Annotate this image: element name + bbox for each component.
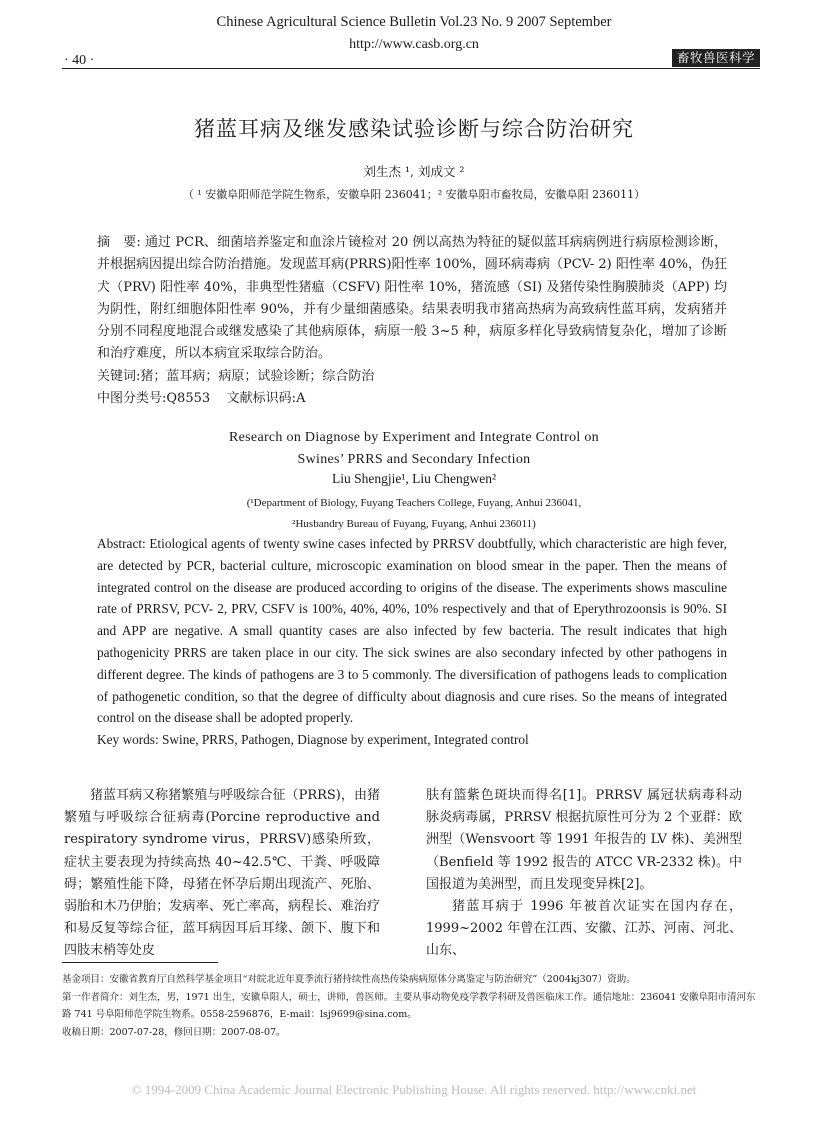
abstract-cn-text: 通过 PCR、细菌培养鉴定和血涂片镜检对 20 例以高热为特征的疑似蓝耳病病例进行病原检测诊断，并根据病因提出综合防治措施。发现蓝耳病(PRRS)阳性率 100%，圆环病毒病（PCV- 2) 阳性率 40%，伪狂犬（PRV) 阳性率 40%，非典型性猪瘟（CSFV) 阳性率 10%，猪流感（SI) 及猪传染性胸膜肺炎（APP) 均为阴性，附红细胞体阳性率 90%，并有少量细菌感染。结果表明我市猪高热病为高致病性蓝耳病，发病猪并分别不同程度地混合或继发感染了其他病原体，病原一般 3~5 种，病原多样化导致病情复杂化，增加了诊断和治疗难度，所以本病宜采取综合防治。 xyxy=(97,235,727,362)
body-paragraph: 猪蓝耳病又称猪繁殖与呼吸综合征（PRRS)，由猪繁殖与呼吸综合征病毒(Porcine reproductive and respiratory syndrome virus，PRRSV)感染所致，症状主要表现为持续高热 40~42.5℃、干粪、呼吸障碍；繁殖性能下降，母猪在怀孕后期出现流产、死胎、弱胎和木乃伊胎；发病率、死亡率高，病程长、难治疗和易反复等综合征，蓝耳病因耳后耳缘、颌下、腹下和四肢末梢等处皮 xyxy=(64,788,380,959)
affiliation-cn: （ ¹ 安徽阜阳师范学院生物系，安徽阜阳 236041；² 安徽阜阳市畜牧局，安徽阜阳 236011） xyxy=(182,188,646,201)
doc-code-label: 文献标识码: xyxy=(226,391,297,407)
article-title-cn: 猪蓝耳病及继发感染试验诊断与综合防治研究 xyxy=(194,117,634,141)
keywords-cn-label: 关键词: xyxy=(97,368,141,384)
keywords-cn xyxy=(97,366,727,388)
classification-label: 中图分类号: xyxy=(97,391,167,407)
abstract-cn xyxy=(97,232,727,410)
journal-header: Chinese Agricultural Science Bulletin Vol.23 No. 9 2007 September xyxy=(216,14,612,30)
affiliation-en-line-2: ²Husbandry Bureau of Fuyang, Fuyang, Anhui 236011) xyxy=(292,518,536,530)
title-en-line-1: Research on Diagnose by Experiment and Integrate Control on xyxy=(229,430,599,445)
footnote-dates: 收稿日期：2007-07-28，修回日期：2007-08-07。 xyxy=(62,1026,286,1038)
footnote-rule xyxy=(62,962,218,963)
article-title-en xyxy=(0,427,828,471)
abstract-en xyxy=(97,533,727,751)
abstract-en-body xyxy=(97,533,727,729)
keywords-cn-text: 猪；蓝耳病；病原；试验诊断；综合防治 xyxy=(140,368,375,384)
keywords-en xyxy=(97,729,727,751)
body-column-left xyxy=(64,785,380,963)
abstract-cn-label: 摘 要: xyxy=(97,235,141,250)
journal-url[interactable]: http://www.casb.org.cn xyxy=(349,37,479,52)
keywords-en-label: Key words: xyxy=(97,732,159,748)
footnote-fund: 基金项目：安徽省教育厅自然科学基金项目“对皖北近年夏季流行猪持续性高热传染病病原体分离鉴定与防治研究”（2004kj307）资助。 xyxy=(62,974,636,985)
classification-line xyxy=(97,388,727,410)
abstract-en-label: Abstract: xyxy=(97,536,146,551)
abstract-cn-body xyxy=(97,232,727,366)
body-paragraph-continued: 肤有篮紫色斑块而得名[1]。PRRSV 属冠状病毒科动脉炎病毒属，PRRSV 根据抗原性可分为 2 个亚群：欧洲型（Wensvoort 等 1991 年报告的 LV 株)、美洲型（Benfield 等 1992 报告的 ATCC VR-2332 株)。中国报道为美洲型，而且发现变异株[2]。 xyxy=(426,788,742,892)
body-paragraph: 猪蓝耳病于 1996 年被首次证实在国内存在，1999~2002 年曾在江西、安徽、江苏、河南、河北、山东、 xyxy=(426,899,742,959)
authors-cn: 刘生杰 ¹, 刘成文 ² xyxy=(363,164,465,179)
header-rule xyxy=(62,68,760,69)
affiliation-en xyxy=(0,493,828,535)
body-column-right xyxy=(426,785,742,963)
abstract-en-text: Etiological agents of twenty swine cases infected by PRRSV doubtfully, which characteristic are high fever, are detected by PCR, bacterial culture, microscopic examination on blood smear in the paper. Then the means of integrated control on the disease are produced according to origins of the disease. The experiments shows masculine rate of PRRSV, PCV- 2, PRV, CSFV is 100%, 40%, 40%, 10% respectively and that of Eperythrozoonsis is 90%. SI and APP are negative. A small quantity cases are also infected by few bacteria. The result indicates that high pathogenicity PRRS are taken place in our city. The sick swines are also secondary infected by other pathogens in different degree. The kinds of pathogens are 3 to 5 commonly. The diversification of pathogens leads to complication of pathogenetic condition, so that the degree of difficulty about diagnosis and cure rises. So the means of integrated control on the disease shall be adopted properly. xyxy=(97,536,727,726)
authors-en: Liu Shengjie¹, Liu Chengwen² xyxy=(331,471,497,486)
section-tag: 畜牧兽医科学 xyxy=(672,49,760,67)
title-en-line-2: Swines’ PRRS and Secondary Infection xyxy=(297,452,531,467)
footnotes xyxy=(62,971,762,1041)
classification-value: Q8553 xyxy=(166,391,211,407)
keywords-en-text: Swine, PRRS, Pathogen, Diagnose by experiment, Integrated control xyxy=(162,732,529,748)
affiliation-en-line-1: (¹Department of Biology, Fuyang Teachers College, Fuyang, Anhui 236041, xyxy=(246,497,582,509)
footnote-author: 第一作者简介：刘生杰，男，1971 出生，安徽阜阳人，硕士，讲师，兽医师。主要从事动物免疫学教学科研及兽医临床工作。通信地址：236041 安徽阜阳市清河东路 741 号阜阳师范学院生物系。0558-2596876，E-mail：lsj9699@sina.com。 xyxy=(62,991,756,1020)
copyright-watermark: © 1994-2009 China Academic Journal Electronic Publishing House. All rights reserved. http://www.cnki.net xyxy=(131,1082,697,1097)
doc-code-value: A xyxy=(296,391,306,407)
page-number: · 40 · xyxy=(64,53,95,68)
